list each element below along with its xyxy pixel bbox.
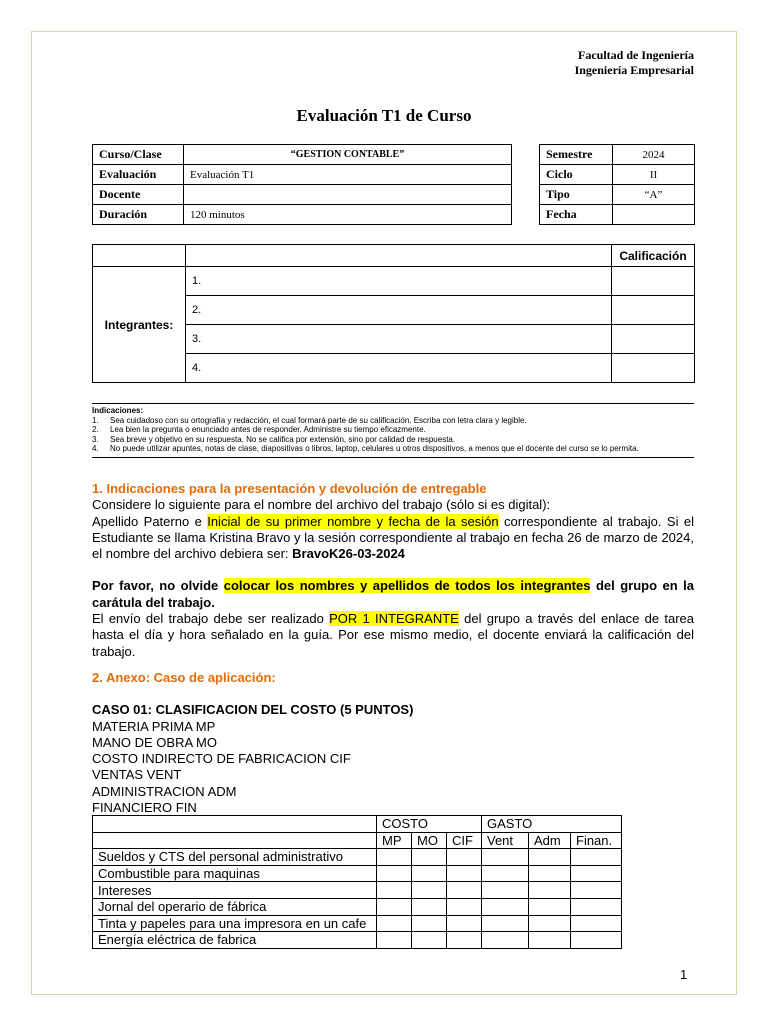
answer-cell[interactable] xyxy=(377,865,412,882)
answer-cell[interactable] xyxy=(447,865,482,882)
indicacion-item xyxy=(92,444,694,454)
integrante-2[interactable]: 2. xyxy=(186,296,612,325)
row-label: Tinta y papeles para una impresora en un cafe xyxy=(93,915,377,932)
indicacion-text: No puede utilizar apuntes, notas de clase, diapositivas o libros, laptop, celulares u otros dispositivos, a menos que el docente del curso se lo permita. xyxy=(110,444,639,453)
answer-cell[interactable] xyxy=(571,915,622,932)
indicacion-text: Sea cuidadoso con su ortografía y redacción, el cual formará parte de su calificación. Escriba con letra clara y legible. xyxy=(110,415,527,425)
row-label: Energía eléctrica de fabrica xyxy=(93,932,377,949)
answer-cell[interactable] xyxy=(377,932,412,949)
case-title: CASO 01: CLASIFICACION DEL COSTO (5 PUNTOS) xyxy=(92,702,414,718)
cost-table-corner xyxy=(93,816,377,833)
document-title: Evaluación T1 de Curso xyxy=(296,106,472,125)
team-corner-cell xyxy=(93,245,186,267)
semester-table xyxy=(539,144,695,225)
answer-cell[interactable] xyxy=(412,849,447,866)
integrante-4[interactable]: 4. xyxy=(186,354,612,383)
highlighted-text: Inicial de su primer nombre y fecha de la sesión xyxy=(207,513,499,529)
faculty-name: Facultad de Ingeniería xyxy=(578,48,694,62)
answer-cell[interactable] xyxy=(571,932,622,949)
calificacion-4[interactable] xyxy=(612,354,695,383)
docente-value[interactable] xyxy=(184,185,512,205)
answer-cell[interactable] xyxy=(447,849,482,866)
indicacion-number: 1. xyxy=(92,415,99,425)
section-1-line: Considere lo siguiente para el nombre del archivo del trabajo (sólo si es digital): xyxy=(92,497,551,513)
cost-classification-table xyxy=(92,815,622,949)
semestre-label: Semestre xyxy=(540,145,613,165)
col-mp: MP xyxy=(377,832,412,849)
answer-cell[interactable] xyxy=(529,865,571,882)
calificacion-3[interactable] xyxy=(612,325,695,354)
answer-cell[interactable] xyxy=(377,915,412,932)
answer-cell[interactable] xyxy=(482,865,529,882)
col-finan: Finan. xyxy=(571,832,622,849)
indicacion-item xyxy=(92,435,694,445)
gasto-header: GASTO xyxy=(482,816,622,833)
curso-label: Curso/Clase xyxy=(93,145,184,165)
answer-cell[interactable] xyxy=(482,915,529,932)
row-label: Sueldos y CTS del personal administrativo xyxy=(93,849,377,866)
row-label: Jornal del operario de fábrica xyxy=(93,898,377,915)
file-name-paragraph xyxy=(92,514,694,563)
section-2-heading: 2. Anexo: Caso de aplicación: xyxy=(92,670,276,685)
duracion-label: Duración xyxy=(93,205,184,225)
team-header-blank xyxy=(186,245,612,267)
indicacion-item xyxy=(92,416,694,426)
file-name-example: BravoK26-03-2024 xyxy=(292,546,405,562)
indicaciones-box xyxy=(92,403,694,458)
indicacion-number: 2. xyxy=(92,425,99,434)
faculty-header xyxy=(575,48,694,78)
fecha-label: Fecha xyxy=(540,205,613,225)
submission-paragraph xyxy=(92,611,694,660)
col-adm: Adm xyxy=(529,832,571,849)
highlighted-text: POR 1 INTEGRANTE xyxy=(329,611,459,627)
answer-cell[interactable] xyxy=(571,865,622,882)
course-info-table xyxy=(92,144,512,225)
calificacion-header: Calificación xyxy=(612,245,695,267)
integrante-1[interactable]: 1. xyxy=(186,267,612,296)
indicacion-text: Sea breve y objetivo en su respuesta. No se califica por extensión, sino por calidad de respuesta. xyxy=(110,434,456,444)
answer-cell[interactable] xyxy=(412,932,447,949)
col-mo: MO xyxy=(412,832,447,849)
case-line: MANO DE OBRA MO xyxy=(92,734,217,750)
table-row xyxy=(93,882,622,899)
tipo-label: Tipo xyxy=(540,185,613,205)
paragraph-text: Apellido Paterno e xyxy=(92,513,208,529)
page-number: 1 xyxy=(680,967,688,982)
calificacion-1[interactable] xyxy=(612,267,695,296)
section-1 xyxy=(92,481,694,660)
answer-cell[interactable] xyxy=(377,898,412,915)
answer-cell[interactable] xyxy=(529,915,571,932)
indicaciones-title: Indicaciones: xyxy=(92,406,144,415)
reminder-paragraph xyxy=(92,578,694,611)
curso-value: “GESTION CONTABLE” xyxy=(184,145,512,165)
integrantes-label: Integrantes: xyxy=(93,267,186,383)
indicacion-number: 4. xyxy=(92,444,99,453)
paragraph-text: Por favor, no olvide xyxy=(92,578,224,594)
case-line: ADMINISTRACION ADM xyxy=(92,783,237,799)
answer-cell[interactable] xyxy=(412,915,447,932)
semestre-value: 2024 xyxy=(613,145,695,165)
answer-cell[interactable] xyxy=(529,882,571,899)
answer-cell[interactable] xyxy=(571,849,622,866)
evaluacion-value: Evaluación T1 xyxy=(184,165,512,185)
table-row xyxy=(93,865,622,882)
costo-header: COSTO xyxy=(377,816,482,833)
case-line: COSTO INDIRECTO DE FABRICACION CIF xyxy=(92,751,351,767)
answer-cell[interactable] xyxy=(447,898,482,915)
answer-cell[interactable] xyxy=(377,882,412,899)
table-row xyxy=(93,898,622,915)
answer-cell[interactable] xyxy=(412,865,447,882)
answer-cell[interactable] xyxy=(529,849,571,866)
col-cif: CIF xyxy=(447,832,482,849)
ciclo-label: Ciclo xyxy=(540,165,613,185)
answer-cell[interactable] xyxy=(447,915,482,932)
answer-cell[interactable] xyxy=(482,882,529,899)
docente-label: Docente xyxy=(93,185,184,205)
answer-cell[interactable] xyxy=(529,898,571,915)
answer-cell[interactable] xyxy=(571,882,622,899)
team-table xyxy=(92,244,695,383)
table-row xyxy=(93,932,622,949)
answer-cell[interactable] xyxy=(529,932,571,949)
answer-cell[interactable] xyxy=(412,898,447,915)
paragraph-text: del grupo en la carátula del trabajo. xyxy=(92,578,694,610)
section-2 xyxy=(92,670,694,816)
paragraph-text: El envío del trabajo debe ser realizado xyxy=(92,611,330,627)
answer-cell[interactable] xyxy=(482,849,529,866)
row-label: Combustible para maquinas xyxy=(93,865,377,882)
highlighted-text: colocar los nombres y apellidos de todos los integrantes xyxy=(223,578,591,594)
table-row xyxy=(93,849,622,866)
school-name: Ingeniería Empresarial xyxy=(574,63,694,77)
section-1-heading: 1. Indicaciones para la presentación y devolución de entregable xyxy=(92,481,487,496)
indicacion-text: Lea bien la pregunta o enunciado antes de responder. Administre su tiempo eficazmente. xyxy=(110,425,426,434)
fecha-value[interactable] xyxy=(613,205,695,225)
paragraph-text: correspondiente al trabajo. Si el Estudiante se llama Kristina Bravo y la sesión correspondiente al trabajo en fecha 26 de marzo de 2024, el nombre del archivo debiera ser: xyxy=(92,513,694,562)
integrante-3[interactable]: 3. xyxy=(186,325,612,354)
answer-cell[interactable] xyxy=(482,898,529,915)
case-line: VENTAS VENT xyxy=(92,767,182,783)
answer-cell[interactable] xyxy=(571,898,622,915)
evaluacion-label: Evaluación xyxy=(93,165,184,185)
answer-cell[interactable] xyxy=(447,932,482,949)
case-line: MATERIA PRIMA MP xyxy=(92,718,216,734)
answer-cell[interactable] xyxy=(482,932,529,949)
indicacion-item xyxy=(92,425,694,435)
table-row xyxy=(93,915,622,932)
tipo-value: “A” xyxy=(613,185,695,205)
answer-cell[interactable] xyxy=(377,849,412,866)
cost-table-subcorner xyxy=(93,832,377,849)
paragraph-text: del grupo a través del enlace de tarea hasta el día y hora señalado en la guía. Por ese mismo medio, el docente enviará la calificación del trabajo. xyxy=(92,611,694,659)
row-label: Intereses xyxy=(93,882,377,899)
ciclo-value: II xyxy=(613,165,695,185)
duracion-value: 120 minutos xyxy=(184,205,512,225)
case-line: FINANCIERO FIN xyxy=(92,800,197,816)
indicacion-number: 3. xyxy=(92,434,99,444)
answer-cell[interactable] xyxy=(447,882,482,899)
answer-cell[interactable] xyxy=(412,882,447,899)
col-vent: Vent xyxy=(482,832,529,849)
calificacion-2[interactable] xyxy=(612,296,695,325)
